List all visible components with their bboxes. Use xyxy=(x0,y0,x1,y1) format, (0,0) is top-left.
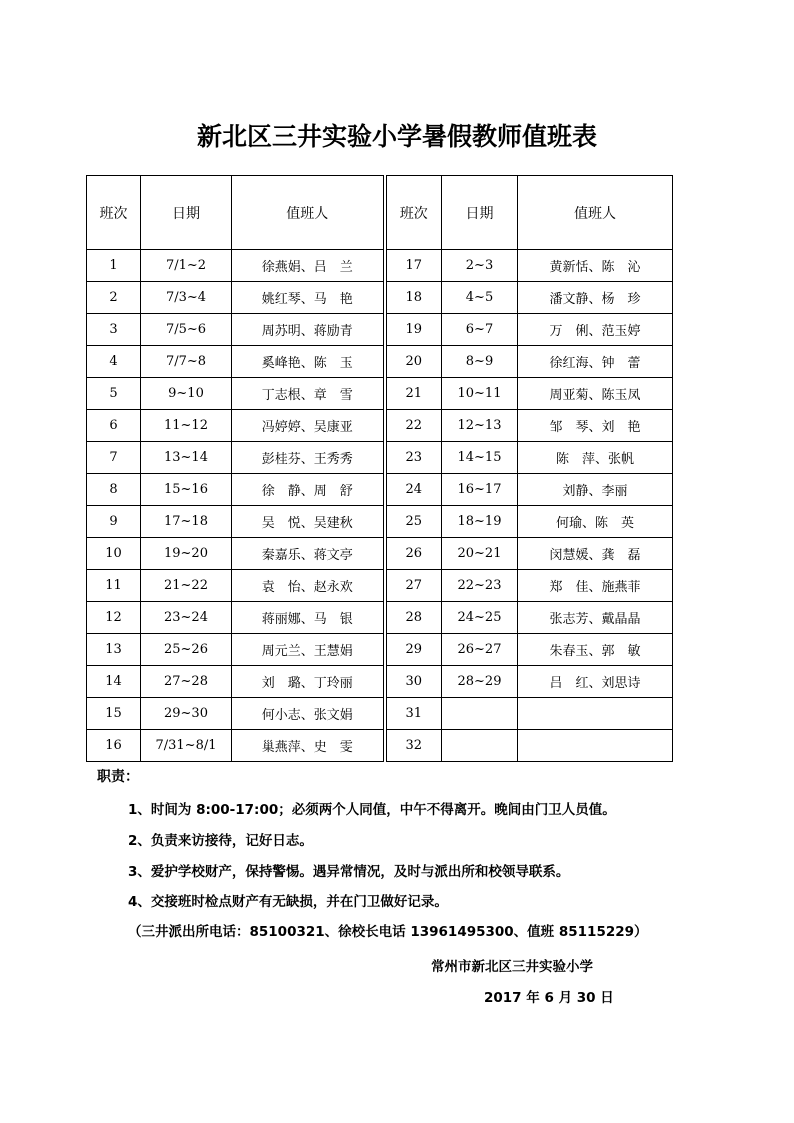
table-row xyxy=(87,378,673,410)
shift-number-cell: 29 xyxy=(385,634,442,666)
table-body xyxy=(87,250,673,762)
shift-number-cell: 8 xyxy=(87,474,141,506)
date-cell: 17~18 xyxy=(141,506,232,538)
date-cell: 23~24 xyxy=(141,602,232,634)
date-cell: 10~11 xyxy=(442,378,518,410)
document-date: 2017 年 6 月 30 日 xyxy=(484,990,614,1006)
staff-cell: 闵慧媛、龚 磊 xyxy=(518,538,673,570)
date-cell: 28~29 xyxy=(442,666,518,698)
shift-number-cell: 3 xyxy=(87,314,141,346)
table-row xyxy=(87,666,673,698)
table-row xyxy=(87,730,673,762)
staff-cell: 邹 琴、刘 艳 xyxy=(518,410,673,442)
date-cell: 27~28 xyxy=(141,666,232,698)
table-row xyxy=(87,282,673,314)
table-row xyxy=(87,602,673,634)
date-cell: 14~15 xyxy=(442,442,518,474)
duty-roster-table xyxy=(86,175,673,762)
staff-cell: 袁 怡、赵永欢 xyxy=(232,570,385,602)
table-row xyxy=(87,314,673,346)
shift-number-cell: 28 xyxy=(385,602,442,634)
shift-number-cell: 2 xyxy=(87,282,141,314)
shift-number-cell: 1 xyxy=(87,250,141,282)
table-row xyxy=(87,474,673,506)
duty-item: 4、交接班时检点财产有无缺损，并在门卫做好记录。 xyxy=(128,894,448,910)
date-cell: 24~25 xyxy=(442,602,518,634)
header-shift: 班次 xyxy=(385,176,442,250)
duty-item: 1、时间为 8:00-17:00；必须两个人同值，中午不得离开。晚间由门卫人员值。 xyxy=(128,802,616,818)
staff-cell xyxy=(518,730,673,762)
header-date: 日期 xyxy=(442,176,518,250)
table-row xyxy=(87,410,673,442)
staff-cell: 万 俐、范玉婷 xyxy=(518,314,673,346)
table-row xyxy=(87,506,673,538)
shift-number-cell: 24 xyxy=(385,474,442,506)
table-row xyxy=(87,250,673,282)
shift-number-cell: 6 xyxy=(87,410,141,442)
school-signature: 常州市新北区三井实验小学 xyxy=(431,959,593,975)
staff-cell: 周苏明、蒋励青 xyxy=(232,314,385,346)
shift-number-cell: 10 xyxy=(87,538,141,570)
staff-cell: 潘文静、杨 珍 xyxy=(518,282,673,314)
table-row xyxy=(87,346,673,378)
shift-number-cell: 17 xyxy=(385,250,442,282)
table-row xyxy=(87,538,673,570)
staff-cell: 张志芳、戴晶晶 xyxy=(518,602,673,634)
date-cell: 8~9 xyxy=(442,346,518,378)
staff-cell: 刘 璐、丁玲丽 xyxy=(232,666,385,698)
staff-cell: 周亚菊、陈玉凤 xyxy=(518,378,673,410)
shift-number-cell: 32 xyxy=(385,730,442,762)
date-cell: 2~3 xyxy=(442,250,518,282)
staff-cell: 周元兰、王慧娟 xyxy=(232,634,385,666)
staff-cell: 郑 佳、施燕菲 xyxy=(518,570,673,602)
date-cell: 7/5~6 xyxy=(141,314,232,346)
date-cell: 9~10 xyxy=(141,378,232,410)
staff-cell: 徐 静、周 舒 xyxy=(232,474,385,506)
shift-number-cell: 25 xyxy=(385,506,442,538)
shift-number-cell: 13 xyxy=(87,634,141,666)
date-cell xyxy=(442,730,518,762)
shift-number-cell: 22 xyxy=(385,410,442,442)
date-cell: 25~26 xyxy=(141,634,232,666)
staff-cell: 徐燕娟、吕 兰 xyxy=(232,250,385,282)
staff-cell: 徐红海、钟 蕾 xyxy=(518,346,673,378)
duty-item: 2、负责来访接待，记好日志。 xyxy=(128,833,313,849)
duty-item: 3、爱护学校财产，保持警惕。遇异常情况，及时与派出所和校领导联系。 xyxy=(128,864,570,880)
staff-cell: 何瑜、陈 英 xyxy=(518,506,673,538)
date-cell: 20~21 xyxy=(442,538,518,570)
shift-number-cell: 20 xyxy=(385,346,442,378)
staff-cell: 吕 红、刘思诗 xyxy=(518,666,673,698)
shift-number-cell: 23 xyxy=(385,442,442,474)
date-cell: 26~27 xyxy=(442,634,518,666)
table-header-row xyxy=(87,176,673,250)
staff-cell: 刘静、李丽 xyxy=(518,474,673,506)
date-cell: 7/3~4 xyxy=(141,282,232,314)
shift-number-cell: 21 xyxy=(385,378,442,410)
staff-cell: 黄新恬、陈 沁 xyxy=(518,250,673,282)
date-cell: 7/31~8/1 xyxy=(141,730,232,762)
page-title: 新北区三井实验小学暑假教师值班表 xyxy=(196,122,597,151)
table-row xyxy=(87,570,673,602)
date-cell: 21~22 xyxy=(141,570,232,602)
date-cell: 16~17 xyxy=(442,474,518,506)
date-cell: 29~30 xyxy=(141,698,232,730)
shift-number-cell: 31 xyxy=(385,698,442,730)
staff-cell: 巢燕萍、史 雯 xyxy=(232,730,385,762)
staff-cell: 彭桂芬、王秀秀 xyxy=(232,442,385,474)
shift-number-cell: 12 xyxy=(87,602,141,634)
shift-number-cell: 16 xyxy=(87,730,141,762)
shift-number-cell: 19 xyxy=(385,314,442,346)
shift-number-cell: 18 xyxy=(385,282,442,314)
shift-number-cell: 26 xyxy=(385,538,442,570)
staff-cell: 冯婷婷、吴康亚 xyxy=(232,410,385,442)
table-row xyxy=(87,698,673,730)
shift-number-cell: 11 xyxy=(87,570,141,602)
shift-number-cell: 27 xyxy=(385,570,442,602)
date-cell: 7/1~2 xyxy=(141,250,232,282)
staff-cell: 陈 萍、张帆 xyxy=(518,442,673,474)
shift-number-cell: 9 xyxy=(87,506,141,538)
staff-cell: 蒋丽娜、马 银 xyxy=(232,602,385,634)
shift-number-cell: 5 xyxy=(87,378,141,410)
staff-cell xyxy=(518,698,673,730)
table-row xyxy=(87,634,673,666)
staff-cell: 奚峰艳、陈 玉 xyxy=(232,346,385,378)
shift-number-cell: 14 xyxy=(87,666,141,698)
date-cell: 15~16 xyxy=(141,474,232,506)
staff-cell: 朱春玉、郭 敏 xyxy=(518,634,673,666)
shift-number-cell: 15 xyxy=(87,698,141,730)
date-cell: 22~23 xyxy=(442,570,518,602)
date-cell: 6~7 xyxy=(442,314,518,346)
date-cell: 19~20 xyxy=(141,538,232,570)
staff-cell: 姚红琴、马 艳 xyxy=(232,282,385,314)
staff-cell: 秦嘉乐、蒋文亭 xyxy=(232,538,385,570)
table-row xyxy=(87,442,673,474)
duties-label: 职责： xyxy=(97,769,139,785)
date-cell: 12~13 xyxy=(442,410,518,442)
header-staff: 值班人 xyxy=(518,176,673,250)
header-staff: 值班人 xyxy=(232,176,385,250)
header-date: 日期 xyxy=(141,176,232,250)
date-cell: 4~5 xyxy=(442,282,518,314)
date-cell: 7/7~8 xyxy=(141,346,232,378)
staff-cell: 何小志、张文娟 xyxy=(232,698,385,730)
staff-cell: 丁志根、章 雪 xyxy=(232,378,385,410)
date-cell xyxy=(442,698,518,730)
contact-phones: （三井派出所电话：85100321、徐校长电话 13961495300、值班 85115229） xyxy=(128,924,648,940)
staff-cell: 吴 悦、吴建秋 xyxy=(232,506,385,538)
date-cell: 13~14 xyxy=(141,442,232,474)
date-cell: 18~19 xyxy=(442,506,518,538)
shift-number-cell: 30 xyxy=(385,666,442,698)
header-shift: 班次 xyxy=(87,176,141,250)
date-cell: 11~12 xyxy=(141,410,232,442)
shift-number-cell: 4 xyxy=(87,346,141,378)
shift-number-cell: 7 xyxy=(87,442,141,474)
